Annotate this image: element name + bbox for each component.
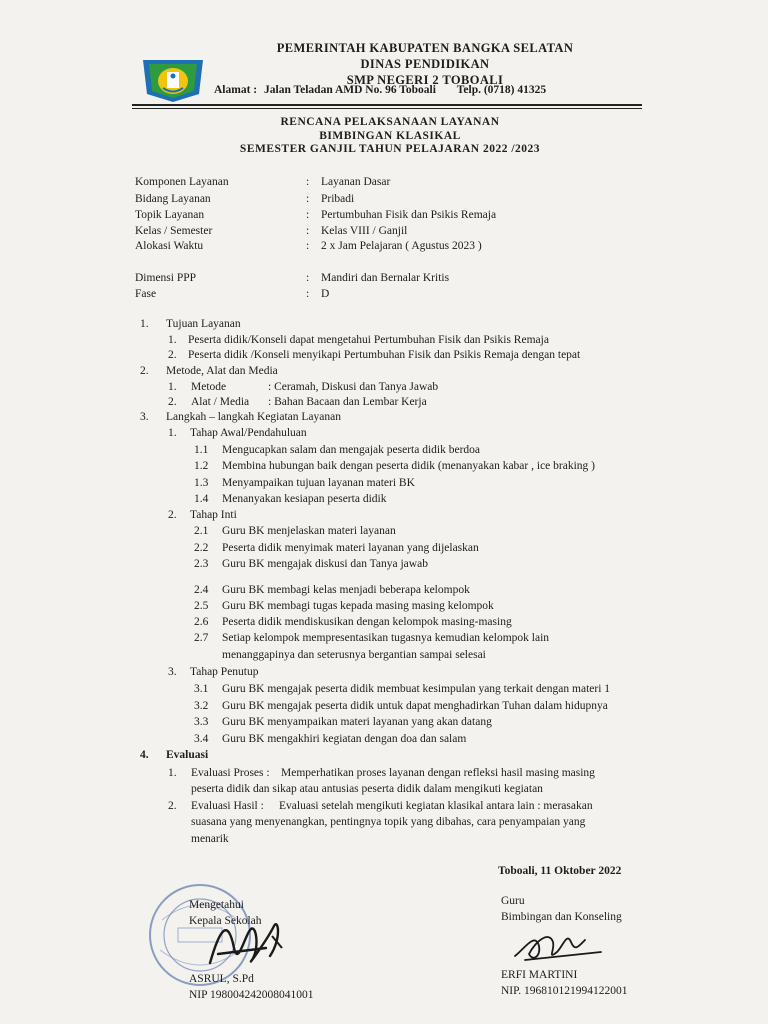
letterhead-school: SMP NEGERI 2 TOBOALI: [346, 73, 504, 87]
evaluation-text-continued: peserta didik dan sikap atau antusias peserta didik dalam mengikuti kegiatan: [191, 783, 543, 795]
phase-title: Tahap Awal/Pendahuluan: [190, 427, 307, 439]
identity-label: Komponen Layanan: [135, 176, 229, 188]
letterhead-rule-thick: [132, 104, 642, 106]
evaluation-label: Evaluasi Hasil :: [191, 800, 264, 812]
step-number: 1.3: [194, 477, 209, 489]
identity-label: Topik Layanan: [135, 209, 205, 221]
letterhead: [215, 40, 635, 88]
list-number: 2.: [168, 349, 177, 361]
identity-label: Bidang Layanan: [135, 193, 211, 205]
section-title: Tujuan Layanan: [166, 318, 241, 330]
step-text: Mengucapkan salam dan mengajak peserta didik berdoa: [222, 444, 481, 456]
letterhead-department: DINAS PENDIDIKAN: [360, 57, 490, 71]
step-text: Menanyakan kesiapan peserta didik: [222, 493, 387, 505]
step-text: Guru BK menyampaikan materi layanan yang akan datang: [222, 716, 492, 728]
list-number: 2.: [168, 800, 177, 812]
left-sign-line2: Kepala Sekolah: [189, 915, 262, 927]
identity-value: Pertumbuhan Fisik dan Psikis Remaja: [321, 209, 497, 221]
step-text: Peserta didik mendiskusikan dengan kelompok masing-masing: [222, 616, 512, 628]
list-number: 1.: [168, 767, 177, 779]
right-sign-line2: Bimbingan dan Konseling: [501, 911, 622, 923]
identity-label: Fase: [135, 288, 157, 300]
identity-label: Alokasi Waktu: [135, 240, 204, 252]
list-number: 2.: [168, 396, 177, 408]
phase-title: Tahap Inti: [190, 509, 237, 521]
step-number: 2.1: [194, 525, 209, 537]
list-number: 1.: [168, 334, 177, 346]
step-text: Membina hubungan baik dengan peserta didik (menanyakan kabar , ice braking ): [222, 460, 595, 472]
step-number: 3.3: [194, 716, 209, 728]
phone-text: Telp. (0718) 41325: [456, 84, 547, 96]
step-text: Guru BK mengajak peserta didik untuk dapat menghadirkan Tuhan dalam hidupnya: [222, 700, 608, 712]
step-number: 2.7: [194, 632, 209, 644]
list-item-label: Metode: [191, 381, 227, 393]
phase-number: 3.: [168, 666, 177, 678]
step-number: 2.2: [194, 542, 209, 554]
list-item: Peserta didik/Konseli dapat mengetahui Pertumbuhan Fisik dan Psikis Remaja: [188, 334, 549, 346]
section-title: Evaluasi: [166, 749, 209, 761]
step-text: Peserta didik menyimak materi layanan yang dijelaskan: [222, 542, 479, 554]
title-line-2: BIMBINGAN KLASIKAL: [319, 129, 461, 142]
principal-nip: NIP 198004242008041001: [189, 989, 314, 1001]
identity-value: 2 x Jam Pelajaran ( Agustus 2023 ): [321, 240, 482, 252]
evaluation-text: Memperhatikan proses layanan dengan refleksi hasil masing masing: [281, 767, 595, 779]
phase-number: 2.: [168, 509, 177, 521]
step-number: 3.2: [194, 700, 209, 712]
counselor-nip: NIP. 196810121994122001: [501, 985, 628, 997]
place-date: Toboali, 11 Oktober 2022: [498, 865, 622, 877]
step-text: Menyampaikan tujuan layanan materi BK: [222, 477, 415, 489]
step-text: Guru BK mengajak diskusi dan Tanya jawab: [222, 558, 428, 570]
list-number: 1.: [168, 381, 177, 393]
step-text: Setiap kelompok mempresentasikan tugasnya kemudian kelompok lain: [222, 632, 550, 644]
step-number: 3.4: [194, 733, 209, 745]
step-number: 1.4: [194, 493, 209, 505]
step-text: Guru BK mengakhiri kegiatan dengan doa dan salam: [222, 733, 467, 745]
list-item: : Ceramah, Diskusi dan Tanya Jawab: [268, 381, 439, 393]
title-line-3: SEMESTER GANJIL TAHUN PELAJARAN 2022 /2023: [239, 143, 541, 155]
step-number: 1.1: [194, 444, 209, 456]
section-title: Langkah – langkah Kegiatan Layanan: [166, 411, 341, 423]
counselor-signature: [505, 922, 610, 972]
step-number: 2.3: [194, 558, 209, 570]
list-item-label: Alat / Media: [191, 396, 250, 408]
letterhead-government: PEMERINTAH KABUPATEN BANGKA SELATAN: [276, 41, 574, 55]
step-text: Guru BK membagi tugas kepada masing masing kelompok: [222, 600, 494, 612]
school-logo: [137, 52, 209, 104]
letterhead-address-line: [214, 84, 634, 96]
identity-value: Kelas VIII / Ganjil: [321, 225, 408, 237]
title-line-1: RENCANA PELAKSANAAN LAYANAN: [280, 116, 500, 128]
letterhead-rule-thin: [132, 108, 642, 109]
principal-name: ASRUL, S.Pd: [189, 973, 254, 985]
document-page: PEMERINTAH KABUPATEN BANGKA SELATAN DINAS PENDIDIKAN SMP NEGERI 2 TOBOALI Alamat : Jalan Teladan AMD No. 96 Toboali Telp. (0718) 41325 RENCANA PELAKSANAAN LAYANAN BIMBINGAN KLASIKAL SEMESTER GANJIL TAHUN PELAJARAN 2022 /2023 Komponen Layanan : Layanan Dasar Bidang Layanan : Pribadi Topik Layanan : Pertumbuhan Fisik dan Psikis Remaja Kelas / Semester : Kelas VIII / Ganjil Alokasi Waktu : 2 x Jam Pelajaran ( Agustus 2023 ) Dimensi PPP : Mandiri dan Bernalar Kritis Fase : D 1. Tujuan Layanan 1. Peserta didik/Konseli dapat mengetahui Pertumbuhan Fisik dan Psikis Remaja 2. Peserta didik /Konseli menyikapi Pertumbuhan Fisik dan Psikis Remaja dengan tepat 2. Metode, Alat dan Media 1. Metode : Ceramah, Diskusi dan Tanya Jawab 2. Alat / Media : Bahan Bacaan dan Lembar Kerja 3. Langkah – langkah Kegiatan Layanan 1. Tahap Awal/Pendahuluan 1.1 Mengucapkan salam dan mengajak peserta didik berdoa 1.2 Membina hubungan baik dengan peserta didik (menanyakan kabar , ice braking ) 1.3 Menyampaikan tujuan layanan materi BK 1.4 Menanyakan kesiapan peserta didik 2. Tahap Inti 2.1 Guru BK menjelaskan materi layanan 2.2 Peserta didik menyimak materi layanan yang dijelaskan 2.3 Guru BK mengajak diskusi dan Tanya jawab 2.4 Guru BK membagi kelas menjadi beberapa kelompok 2.5 Guru BK membagi tugas kepada masing masing kelompok 2.6 Peserta didik mendiskusikan dengan kelompok masing-masing 2.7 Setiap kelompok mempresentasikan tugasnya kemudian kelompok lain menanggapinya dan seterusnya bergantian sampai selesai 3. Tahap Penutup 3.1 Guru BK mengajak peserta didik membuat kesimpulan yang terkait dengan materi 1 3.2 Guru BK mengajak peserta didik untuk dapat menghadirkan Tuhan dalam hidupnya 3.3 Guru BK menyampaikan materi layanan yang akan datang 3.4 Guru BK mengakhiri kegiatan dengan doa dan salam 4. Evaluasi 1. Evaluasi Proses : Memperhatikan proses layanan dengan refleksi hasil masing masing peserta didik dan sikap atau antusias peserta didik dalam mengikuti kegiatan 2. Evaluasi Hasil : Evaluasi setelah mengikuti kegiatan klasikal antara lain : merasakan suasana yang menyenangkan, pentingnya topik yang dibahas, cara penyampaian yang menarik Toboali, 11 Oktober 2022 Mengetahui Kepala Sekolah ASRUL, S.Pd NIP 198004242008041001 Guru Bimbingan dan Konseling ERFI MARTINI NIP. 196810121994122001: [0, 0, 768, 1024]
step-number: 2.4: [194, 584, 209, 596]
phase-title: Tahap Penutup: [190, 666, 259, 678]
section-number: 4.: [140, 749, 149, 761]
right-sign-line1: Guru: [501, 895, 525, 907]
step-text: Guru BK membagi kelas menjadi beberapa kelompok: [222, 584, 470, 596]
section-number: 1.: [140, 318, 149, 330]
identity-label: Dimensi PPP: [135, 272, 197, 284]
list-item: Peserta didik /Konseli menyikapi Pertumbuhan Fisik dan Psikis Remaja dengan tepat: [188, 349, 581, 361]
step-text: Guru BK mengajak peserta didik membuat kesimpulan yang terkait dengan materi 1: [222, 683, 611, 695]
evaluation-text: Evaluasi setelah mengikuti kegiatan klasikal antara lain : merasakan: [279, 800, 593, 812]
section-number: 3.: [140, 411, 149, 423]
evaluation-text-continued: menarik: [191, 833, 229, 845]
address-label: Alamat :: [214, 84, 258, 96]
identity-value: D: [321, 288, 330, 300]
counselor-name: ERFI MARTINI: [501, 969, 578, 981]
evaluation-text-continued: suasana yang menyenangkan, pentingnya topik yang dibahas, cara penyampaian yang: [191, 816, 586, 828]
document-title: [200, 116, 580, 157]
step-number: 2.5: [194, 600, 209, 612]
left-sign-line1: Mengetahui: [189, 899, 244, 911]
identity-label: Kelas / Semester: [135, 225, 213, 237]
section-title: Metode, Alat dan Media: [166, 365, 278, 377]
step-number: 3.1: [194, 683, 209, 695]
identity-value: Pribadi: [321, 193, 355, 205]
list-item: : Bahan Bacaan dan Lembar Kerja: [268, 396, 427, 408]
evaluation-label: Evaluasi Proses :: [191, 767, 270, 779]
principal-signature: [200, 908, 290, 978]
step-text-continued: menanggapinya dan seterusnya bergantian sampai selesai: [222, 649, 486, 661]
phase-number: 1.: [168, 427, 177, 439]
identity-value: Layanan Dasar: [321, 176, 391, 188]
step-number: 2.6: [194, 616, 209, 628]
identity-value: Mandiri dan Bernalar Kritis: [321, 272, 450, 284]
step-text: Guru BK menjelaskan materi layanan: [222, 525, 396, 537]
address-text: Jalan Teladan AMD No. 96 Toboali: [264, 84, 436, 96]
section-number: 2.: [140, 365, 149, 377]
step-number: 1.2: [194, 460, 209, 472]
